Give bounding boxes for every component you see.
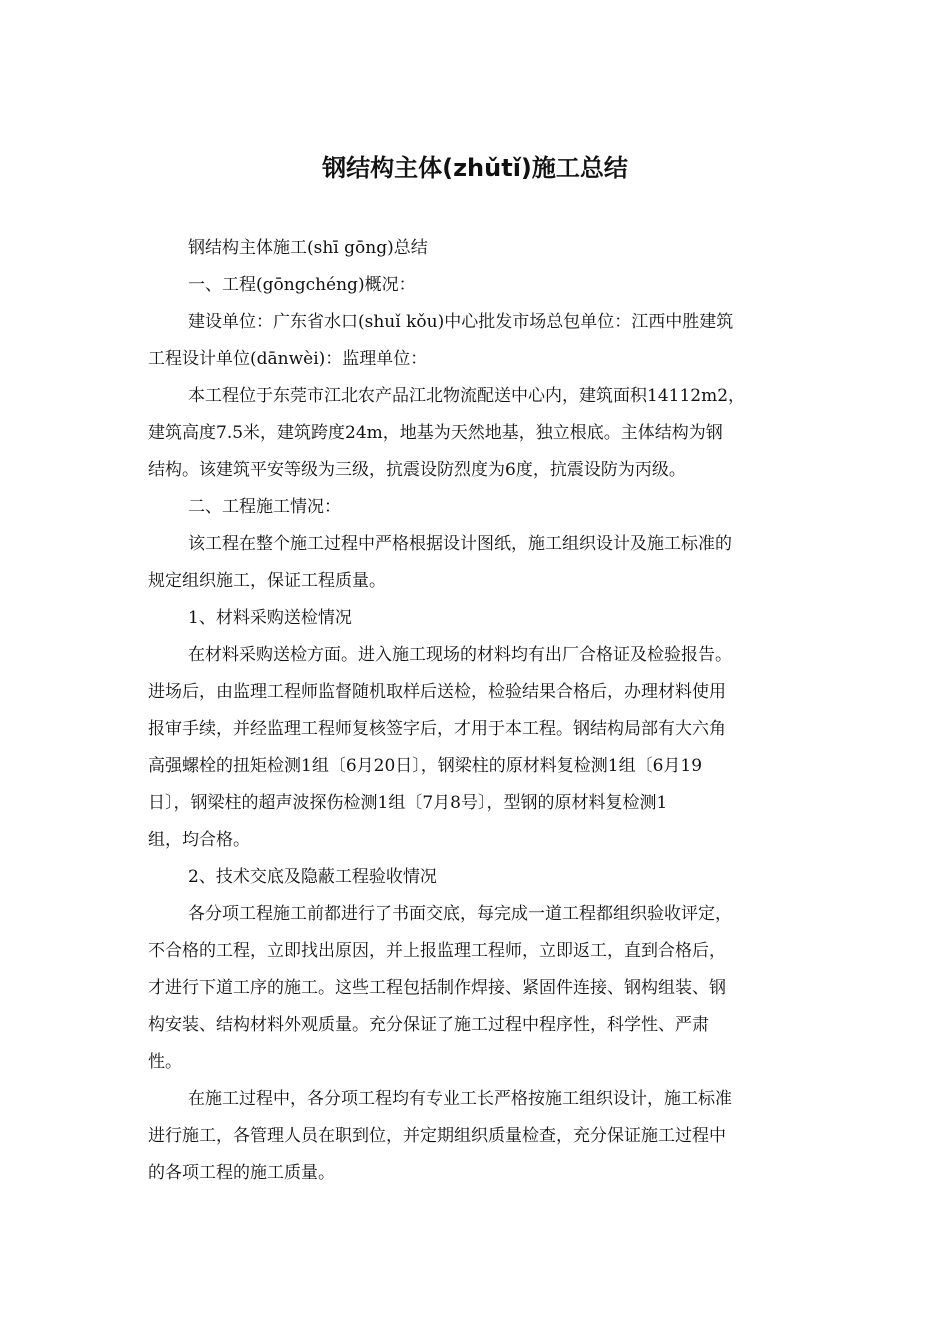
text-line: 建筑高度7.5米，建筑跨度24m，地基为天然地基，独立根底。主体结构为钢 — [148, 423, 723, 443]
text-line: 各分项工程施工前都进行了书面交底，每完成一道工程都组织验收评定， — [188, 904, 732, 924]
document-title: 钢结构主体(zhǔtǐ)施工总结 — [322, 154, 628, 182]
text-line: 的各项工程的施工质量。 — [148, 1163, 335, 1183]
text-line: 钢结构主体施工(shī gōng)总结 — [188, 238, 428, 258]
text-line: 该工程在整个施工过程中严格根据设计图纸，施工组织设计及施工标准的 — [188, 534, 732, 554]
text-line: 进行施工，各管理人员在职到位，并定期组织质量检查，充分保证施工过程中 — [148, 1126, 726, 1146]
text-line: 2、技术交底及隐蔽工程验收情况 — [188, 867, 437, 887]
text-line: 二、工程施工情况： — [188, 497, 341, 517]
text-line: 报审手续，并经监理工程师复核签字后，才用于本工程。钢结构局部有大六角 — [148, 719, 726, 739]
text-line: 在材料采购送检方面。进入施工现场的材料均有出厂合格证及检验报告。 — [188, 645, 732, 665]
text-line: 高强螺栓的扭矩检测1组〔6月20日〕，钢梁柱的原材料复检测1组〔6月19 — [148, 756, 703, 776]
text-line: 不合格的工程，立即找出原因，并上报监理工程师，立即返工，直到合格后， — [148, 941, 726, 961]
text-line: 日〕，钢梁柱的超声波探伤检测1组〔7月8号〕，型钢的原材料复检测1 — [148, 793, 668, 813]
text-line: 本工程位于东莞市江北农产品江北物流配送中心内，建筑面积14112m2， — [188, 386, 746, 406]
text-line: 建设单位：广东省水口(shuǐ kǒu)中心批发市场总包单位：江西中胜建筑 — [188, 312, 734, 332]
text-line: 性。 — [148, 1052, 182, 1072]
text-line: 结构。该建筑平安等级为三级，抗震设防烈度为6度，抗震设防为丙级。 — [148, 460, 686, 480]
document-body — [148, 230, 803, 1192]
text-line: 1、材料采购送检情况 — [188, 608, 352, 628]
text-line: 才进行下道工序的施工。这些工程包括制作焊接、紧固件连接、钢构组装、钢 — [148, 978, 726, 998]
text-line: 构安装、结构材料外观质量。充分保证了施工过程中程序性，科学性、严肃 — [148, 1015, 709, 1035]
text-line: 进场后，由监理工程师监督随机取样后送检，检验结果合格后，办理材料使用 — [148, 682, 726, 702]
text-line: 组，均合格。 — [148, 830, 250, 850]
text-line: 工程设计单位(dānwèi)：监理单位： — [148, 349, 428, 369]
text-line: 一、工程(gōngchéng)概况： — [188, 275, 416, 295]
text-line: 在施工过程中，各分项工程均有专业工长严格按施工组织设计，施工标准 — [188, 1089, 732, 1109]
text-line: 规定组织施工，保证工程质量。 — [148, 571, 386, 591]
